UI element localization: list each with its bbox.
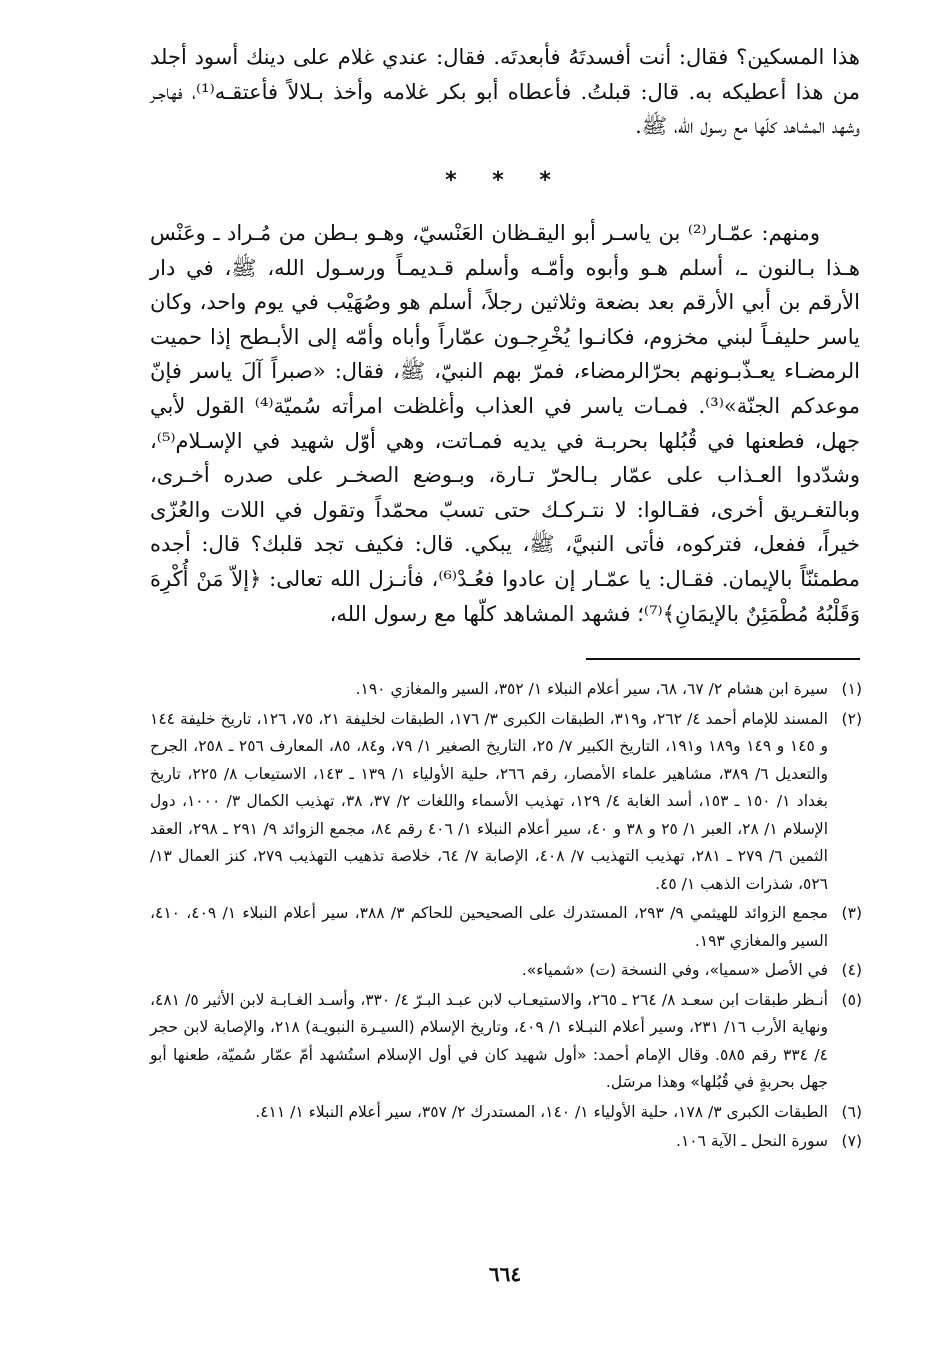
footnote-number: (٢) <box>841 709 862 728</box>
footnote-number: (٧) <box>841 1132 862 1150</box>
footnote-number: (٦) <box>841 1102 862 1121</box>
footnote-divider <box>586 658 860 660</box>
footnote-text: سيرة ابن هشام ٢/ ٦٧، ٦٨، سير أعلام النبلاء ١/ ٣٥٢، السير والمغازي ١٩٠. <box>355 680 828 698</box>
footnote-text: في الأصل «سميا»، وفي النسخة (ت) «شمياء». <box>521 961 828 979</box>
page-number: ٦٦٤ <box>488 1262 522 1286</box>
footnote-text: الطبقات الكبرى ٣/ ١٧٨، حلية الأولياء ١/ ١٤٠، المستدرك ٢/ ٣٥٧، سير أعلام النبلاء ١/ ٤١١. <box>255 1102 828 1121</box>
footnote-number: (٣) <box>841 904 862 922</box>
footnote-text: المسند للإمام أحمد ٤/ ٢٦٢، و٣١٩، الطبقات الكبرى ٣/ ١٧٦، الطبقات لخليفة ٢١، ٧٥، ١٢٦، تاريخ خليفة ١٤٤ و ١٤٥ و ١٤٩ و١٨٩ و١٩١، التاريخ الكبير ٧/ ٢٥، التاريخ الصغير ١/ ٧٩، و٨٤، ٨٥، المعارف ٢٥٦ ـ ٢٥٨، الجرح والتعديل ٦/ ٣٨٩، مشاهير علماء الأمصار، رقم ٢٦٦، حلية الأولياء ١/ ١٣٩ ـ ١٤٣، الاستيعاب ٨/ ٢٢٥، تاريخ بغداد ١/ ١٥٠ ـ ١٥٣، أسد الغابة ٤/ ١٢٩، تهذيب الأسماء واللغات ٢/ ٣٧، ٣٨، تهذيب الكمال ٣/ ١٠٠٠، دول الإسلام ١/ ٢٨، العبر ١/ ٢٥ و ٣٨ و ٤٠، سير أعلام النبلاء ١/ ٤٠٦ رقم ٨٤، مجمع الزوائد ٩/ ٢٩١ ـ ٢٩٨، العقد الثمين ٦/ ٢٧٩ ـ ٢٨١، تهذيب التهذيب ٧/ ٤٠٨، الإصابة ٧/ ٦٤، خلاصة تذهيب التهذيب ٢٧٩، كنز العمال ١٣/ ٥٢٦، شذرات الذهب ١/ ٤٥. <box>150 709 829 893</box>
footnote-text: مجمع الزوائد للهيثمي ٩/ ٢٩٣، المستدرك على الصحيحين للحاكم ٣/ ٣٨٨، سير أعلام النبلاء ١/ ٤٠٩، ٤١٠، السير والمغازي ١٩٣. <box>150 904 828 950</box>
footnote-text: أنـظر طبقات ابن سعـد ٨/ ٢٦٤ ـ ٢٦٥، والاستيعـاب لابن عبـد البـرّ ٤/ ٣٣٠، وأسـد الغـابـة لابن الأثير ٥/ ٤٨١، ونهاية الأرب ١٦/ ٢٣١، وسير أعلام النبـلاء ١/ ٤٠٩، وتاريخ الإسلام (السيـرة النبويـة) ٢١٨، والإصابة لابن حجر ٤/ ٣٣٤ رقم ٥٨٥. وقال الإمام أحمد: «أول شهيد كان في أول الإسلام استُشهد أمّ عمّار سُميّة، طعنها أبو جهل بحربةٍ في قُبُلها» وهذا مرسَل. <box>150 990 829 1091</box>
main-paragraph-text: ومنهم: عمّـار⁽²⁾ بن ياسـر أبو اليقـظان العَنْسيّ، وهـو بـطن من مُـراد ـ وعَنْس هـذا بـالنون ـ، أسلم هـو وأبوه وأمّـه وأسلم قـديمـاً ورسـول الله، ﷺ، في دار الأرقم بن أبي الأرقم بعد بضعة وثلاثين رجلاً، أسلم هو وصُهَيْب في يوم واحد، وكان ياسر حليفـاً لبني مخزوم، فكانـوا يُخْرِجـون عمّاراً وأباه وأمّه إلى الأبـطح إذا حميت الرمضـاء يعـذّبـونهم بحرّالرمضاء، فمرّ بهم النبيّ، ﷺ، فقال: «صبراً آلَ ياسر فإنّ موعدكم الجنّة»⁽³⁾. فمـات ياسر في العذاب وأغلظت امرأته سُميّة⁽⁴⁾ القول لأبي جهل، فطعنها في قُبُلها بحربـة في يديه فمـاتت، وهي أوّل شهيد في الإسـلام⁽⁵⁾، وشدّدوا العـذاب على عمّار بـالحرّ تـارة، وبـوضع الصخـر على صدره أخـرى، وبالتغـريق أخرى، فقـالوا: لا نتـركـك حتى تسبّ محمّداً وتقول في اللات والعُزّى خيراً، ففعل، فتركوه، فأتى النبيَّ، ﷺ، يبكي. قال: فكيف تجد قلبك؟ قال: أجده مطمئنّاً بالإيمان. فقـال: يا عمّـار إن عادوا فعُـدْ⁽⁶⁾، فأنـزل الله تعالى: ﴿إلاّ مَنْ أُكْرِهَ وَقَلْبُهُ مُطْمَئِنٌ بالإيمَانِ﴾⁽⁷⁾؛ فشهد المشاهد كلّها مع رسول الله، <box>150 221 860 626</box>
footnote-item <box>150 1099 862 1127</box>
section-separator: * * * <box>445 168 565 193</box>
footnote-item <box>150 900 862 955</box>
footnote-number: (١) <box>841 680 862 698</box>
footnote-number: (٤) <box>841 961 862 979</box>
footnote-item <box>150 987 862 1097</box>
footnote-number: (٥) <box>841 990 862 1009</box>
footnote-item <box>150 676 862 704</box>
footnote-item <box>150 1128 862 1156</box>
footnote-text: سورة النحل ـ الآية ١٠٦. <box>676 1132 828 1150</box>
footnotes-section <box>150 676 862 1158</box>
footnote-item <box>150 706 862 899</box>
footnote-item <box>150 957 862 985</box>
opening-paragraph: هذا المسكين؟ فقال: أنت أفسدتَهُ فأبعدتَه. فقال: عندي غلام على دينك أسود أجلد من هذا أعطيكه به. قال: قبلتُ. فأعطاه أبو بكر غلامه وأخذ بـلالاً فأعتقـه⁽¹⁾، فهاجـر وشهد المشاهد كلّها مع رسول الله، ﷺ. <box>150 45 860 138</box>
main-paragraph <box>150 216 860 631</box>
